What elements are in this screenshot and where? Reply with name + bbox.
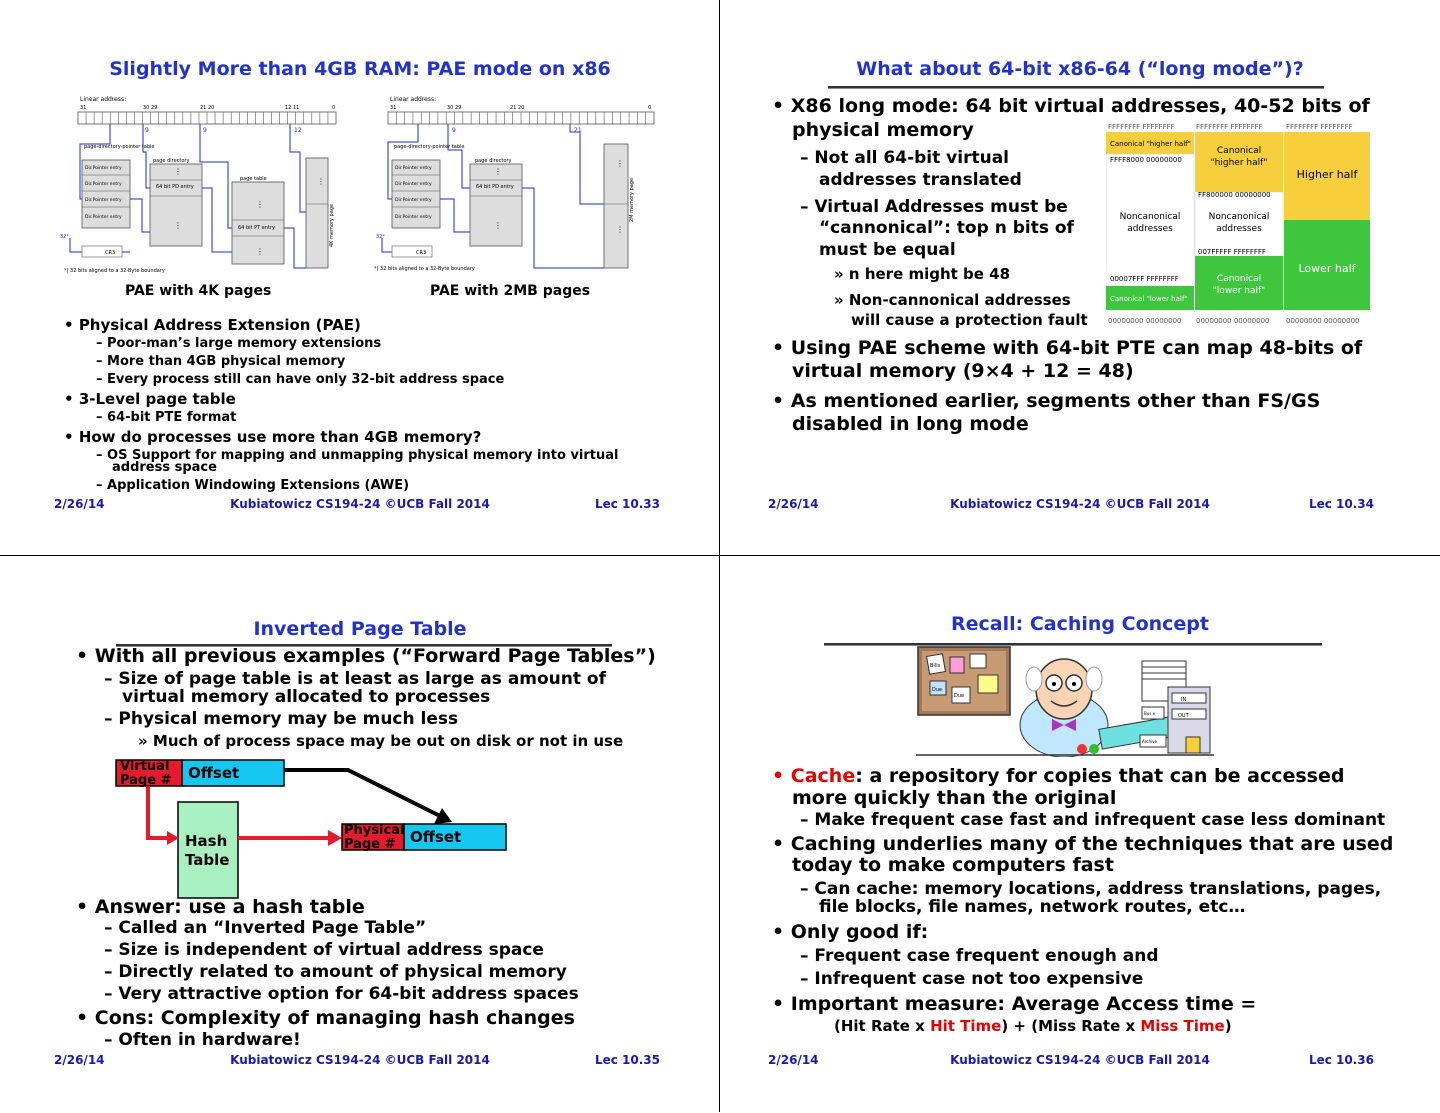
bullet: • Important measure: Average Access time = xyxy=(772,993,1257,1015)
note-label: OUT xyxy=(1178,713,1189,719)
page-table-label: page table xyxy=(240,176,267,182)
slide-caching-concept xyxy=(720,556,1440,1112)
higher-half-label: Higher half xyxy=(1296,168,1358,181)
svg-text:⋮: ⋮ xyxy=(174,221,182,230)
svg-text:⋮: ⋮ xyxy=(317,177,325,186)
sub-bullet: – Often in hardware! xyxy=(104,1030,301,1050)
footer-course: Kubiatowicz CS194-24 ©UCB Fall 2014 xyxy=(950,497,1210,511)
inverted-page-table-diagram xyxy=(100,752,520,902)
bit-label: 0 xyxy=(648,105,652,111)
pae-4k-diagram xyxy=(50,92,350,276)
slide-title: Recall: Caching Concept xyxy=(950,613,1209,635)
bit-label: 21 20 xyxy=(510,105,525,111)
note-label: Bills xyxy=(930,663,941,669)
footer-date: 2/26/14 xyxy=(54,1053,105,1067)
address-label: FFFF8000 00000000 xyxy=(1110,156,1182,164)
bit-label: 30 29 xyxy=(447,105,462,111)
svg-text:⋮: ⋮ xyxy=(494,221,502,230)
bit-label: 30 29 xyxy=(143,105,158,111)
access-time-formula: (Hit Rate x Hit Time) + (Miss Rate x Miss Time) xyxy=(834,1017,1232,1035)
sub-bullet-continued: virtual memory allocated to processes xyxy=(122,687,491,707)
footer-lecture: Lec 10.36 xyxy=(1308,1053,1374,1067)
dir-pointer-entry: Dir.Pointer entry xyxy=(395,166,432,171)
bullet-continued: physical memory xyxy=(792,119,974,141)
bullet-continued: disabled in long mode xyxy=(792,413,1029,435)
offset-label: Offset xyxy=(410,828,462,846)
title-rule xyxy=(828,86,1324,89)
sub-bullet: – 64-bit PTE format xyxy=(96,410,237,425)
page-directory-label: page directory xyxy=(153,158,190,164)
sub-bullet: – Every process still can have only 32-bit address space xyxy=(96,372,505,387)
bullet: • Only good if: xyxy=(772,921,929,943)
footer-course: Kubiatowicz CS194-24 ©UCB Fall 2014 xyxy=(950,1053,1210,1067)
sub-bullet: – Can cache: memory locations, address translations, pages, xyxy=(800,879,1382,899)
lower-half-label: Lower half xyxy=(1298,262,1356,275)
virtual-page-label: Virtual xyxy=(120,759,170,774)
bullet: • With all previous examples (“Forward Page Tables”) xyxy=(76,645,656,667)
address-bit-cells xyxy=(396,112,645,124)
bullet-continued: today to make computers fast xyxy=(792,854,1114,876)
dir-pointer-entry: Dir.Pointer entry xyxy=(85,166,122,171)
bit-label: 0 xyxy=(332,105,336,111)
bullet: • Cons: Complexity of managing hash changes xyxy=(76,1007,575,1029)
bullet: • How do processes use more than 4GB memory? xyxy=(64,428,482,446)
pae-2mb-diagram xyxy=(370,92,660,276)
slide-title: Inverted Page Table xyxy=(253,618,467,640)
dir-pointer-entry: Dir.Pointer entry xyxy=(395,198,432,203)
sub-bullet: – Infrequent case not too expensive xyxy=(800,969,1144,989)
physical-page-label: Page # xyxy=(344,837,396,852)
address-label: 007FFFFF FFFFFFFF xyxy=(1198,248,1266,256)
sub-bullet: – Directly related to amount of physical memory xyxy=(104,962,567,982)
canonical-lower-label: Canonical "lower half" xyxy=(1110,295,1188,303)
index-bits: 9 xyxy=(452,127,456,134)
bullet: • X86 long mode: 64 bit virtual addresses, 40-52 bits of xyxy=(772,95,1370,117)
offset-bits: 21 xyxy=(574,127,582,134)
alignment-note: *) 32 bits aligned to a 32-Byte boundary xyxy=(64,268,165,274)
cr3-bits: 32* xyxy=(376,234,385,240)
dir-pointer-entry: Dir.Pointer entry xyxy=(85,198,122,203)
footer-date: 2/26/14 xyxy=(768,1053,819,1067)
footer-lecture: Lec 10.34 xyxy=(1308,497,1374,511)
pdpt-label: page-directory-pointer table xyxy=(84,144,155,150)
footer-date: 2/26/14 xyxy=(768,497,819,511)
index-bits: 9 xyxy=(203,127,207,134)
slide-long-mode xyxy=(720,0,1440,556)
sub-bullet: – More than 4GB physical memory xyxy=(96,354,346,369)
physical-page-label: Physical xyxy=(344,823,405,838)
alignment-note: *) 32 bits aligned to a 32-Byte boundary xyxy=(374,266,475,272)
slide-pae-mode xyxy=(0,0,720,556)
address-label: FFFFFFFF FFFFFFFF xyxy=(1286,123,1353,131)
sub-bullet: – Frequent case frequent enough and xyxy=(800,946,1159,966)
dir-pointer-entry: Dir.Pointer entry xyxy=(85,215,122,220)
noncanonical-label: Noncanonical addresses xyxy=(1208,212,1270,234)
index-bits: 9 xyxy=(145,127,149,134)
footer-course: Kubiatowicz CS194-24 ©UCB Fall 2014 xyxy=(230,497,490,511)
canonical-lower-half: Canonical "lower half" xyxy=(1212,274,1266,296)
sub-bullet-continued: “cannonical”: top n bits of xyxy=(819,218,1074,238)
note-label: Bus x xyxy=(1144,711,1156,716)
cr3-label: CR3 xyxy=(105,250,116,256)
footer-lecture: Lec 10.35 xyxy=(594,1053,660,1067)
sub-bullet: – Size of page table is at least as large as amount of xyxy=(104,669,607,689)
sub-bullet: – Physical memory may be much less xyxy=(104,709,459,729)
canonical-higher-half: Canonical "higher half" xyxy=(1210,146,1268,168)
sub-bullet: – Make frequent case fast and infrequent case less dominant xyxy=(800,810,1386,830)
address-label: FFFFFFFF FFFFFFFF xyxy=(1196,123,1263,131)
cache-keyword: Cache xyxy=(790,765,856,787)
bullet: • Using PAE scheme with 64-bit PTE can map 48-bits of xyxy=(772,337,1363,359)
address-label: 00007FFF FFFFFFFF xyxy=(1110,275,1179,283)
bullet: • 3-Level page table xyxy=(64,390,236,408)
footer-lecture: Lec 10.33 xyxy=(594,497,660,511)
sub-sub-bullet: » Non-cannonical addresses xyxy=(834,291,1071,309)
pd-entry-label: 64 bit PD entry xyxy=(156,184,194,190)
sub-bullet: – Called an “Inverted Page Table” xyxy=(104,918,427,938)
note-label: Due xyxy=(954,693,965,699)
sub-bullet: – Virtual Addresses must be xyxy=(800,197,1068,217)
pd-entry-label: 64 bit PD entry xyxy=(476,184,514,190)
bullet: • As mentioned earlier, segments other than FS/GS xyxy=(772,390,1321,412)
footer-date: 2/26/14 xyxy=(54,497,105,511)
dir-pointer-entry: Dir.Pointer entry xyxy=(85,182,122,187)
bit-label: 31 xyxy=(80,105,87,111)
sub-bullet: – Very attractive option for 64-bit address spaces xyxy=(104,984,579,1004)
sub-bullet: – Size is independent of virtual address space xyxy=(104,940,544,960)
sub-bullet: – Not all 64-bit virtual xyxy=(800,148,1009,168)
linear-address-label: Linear address: xyxy=(80,96,127,103)
professor-clipart xyxy=(916,645,1214,757)
caption-4k: PAE with 4K pages xyxy=(125,283,272,299)
sub-bullet: – OS Support for mapping and unmapping physical memory into virtual xyxy=(96,448,619,463)
note-label: IN xyxy=(1181,697,1187,703)
sub-bullet: – Poor-man’s large memory extensions xyxy=(96,336,382,351)
svg-text:⋮: ⋮ xyxy=(256,247,264,256)
sub-sub-bullet-continued: will cause a protection fault xyxy=(851,311,1088,329)
note-label: Archive xyxy=(1142,739,1157,744)
cr3-bits: 32* xyxy=(60,234,69,240)
bit-label: 21 20 xyxy=(200,105,215,111)
canonical-address-diagram xyxy=(1106,121,1372,327)
hash-table-label: Hash xyxy=(185,832,228,850)
sub-bullet-continued: must be equal xyxy=(819,240,956,260)
bit-label: 12 11 xyxy=(285,105,300,111)
sub-sub-bullet: » Much of process space may be out on disk or not in use xyxy=(138,732,624,750)
memory-page-label: 2M memory page xyxy=(629,177,635,222)
sub-bullet-continued: address space xyxy=(112,460,217,475)
pdpt-label: page-directory-pointer table xyxy=(394,144,465,150)
virtual-page-label: Page # xyxy=(120,773,172,788)
bullet-continued: virtual memory (9×4 + 12 = 48) xyxy=(792,360,1134,382)
bullet: • Caching underlies many of the techniques that are used xyxy=(772,833,1394,855)
address-label: FFFFFFFF FFFFFFFF xyxy=(1108,123,1175,131)
slide-inverted-page-table xyxy=(0,556,720,1112)
slide-title: What about 64-bit x86-64 (“long mode”)? xyxy=(856,58,1304,80)
svg-text:⋮: ⋮ xyxy=(174,167,182,176)
address-label: 00000000 00000000 xyxy=(1286,317,1360,325)
sub-sub-bullet: » n here might be 48 xyxy=(834,265,1011,283)
memory-page-label: 4K memory page xyxy=(329,203,335,247)
dir-pointer-entry: Dir.Pointer entry xyxy=(395,215,432,220)
canonical-higher-label: Canonical "higher half" xyxy=(1110,140,1191,148)
svg-text:⋮: ⋮ xyxy=(616,225,624,234)
address-label: 00000000 00000000 xyxy=(1108,317,1182,325)
linear-address-label: Linear address: xyxy=(390,96,437,103)
address-label: 00000000 00000000 xyxy=(1196,317,1270,325)
bullet: • Cache: a repository for copies that can be accessed xyxy=(772,765,1345,787)
cr3-label: CR3 xyxy=(416,250,427,256)
caption-2mb: PAE with 2MB pages xyxy=(430,283,591,299)
dir-pointer-entry: Dir.Pointer entry xyxy=(395,182,432,187)
hash-table-label: Table xyxy=(185,851,230,869)
page-directory-label: page directory xyxy=(475,158,512,164)
bullet-continued: more quickly than the original xyxy=(792,787,1117,809)
sub-bullet-continued: addresses translated xyxy=(819,170,1022,190)
noncanonical-label: Noncanonical addresses xyxy=(1119,212,1181,234)
svg-text:⋮: ⋮ xyxy=(494,167,502,176)
svg-text:⋮: ⋮ xyxy=(616,159,624,168)
sub-bullet-continued: file blocks, file names, network routes, etc… xyxy=(819,897,1246,917)
offset-bits: 12 xyxy=(294,127,302,134)
note-label: Due xyxy=(932,687,943,693)
svg-text:⋮: ⋮ xyxy=(256,200,264,209)
bullet: • Physical Address Extension (PAE) xyxy=(64,316,361,334)
pt-entry-label: 64 bit PT entry xyxy=(238,225,275,231)
offset-label: Offset xyxy=(188,764,240,782)
bit-label: 31 xyxy=(390,105,397,111)
slide-title: Slightly More than 4GB RAM: PAE mode on x86 xyxy=(109,58,611,80)
address-bit-cells xyxy=(86,112,328,124)
address-label: FF800000 00000000 xyxy=(1198,191,1271,199)
footer-course: Kubiatowicz CS194-24 ©UCB Fall 2014 xyxy=(230,1053,490,1067)
bullet: • Answer: use a hash table xyxy=(76,896,365,918)
sub-bullet: – Application Windowing Extensions (AWE) xyxy=(96,478,410,493)
